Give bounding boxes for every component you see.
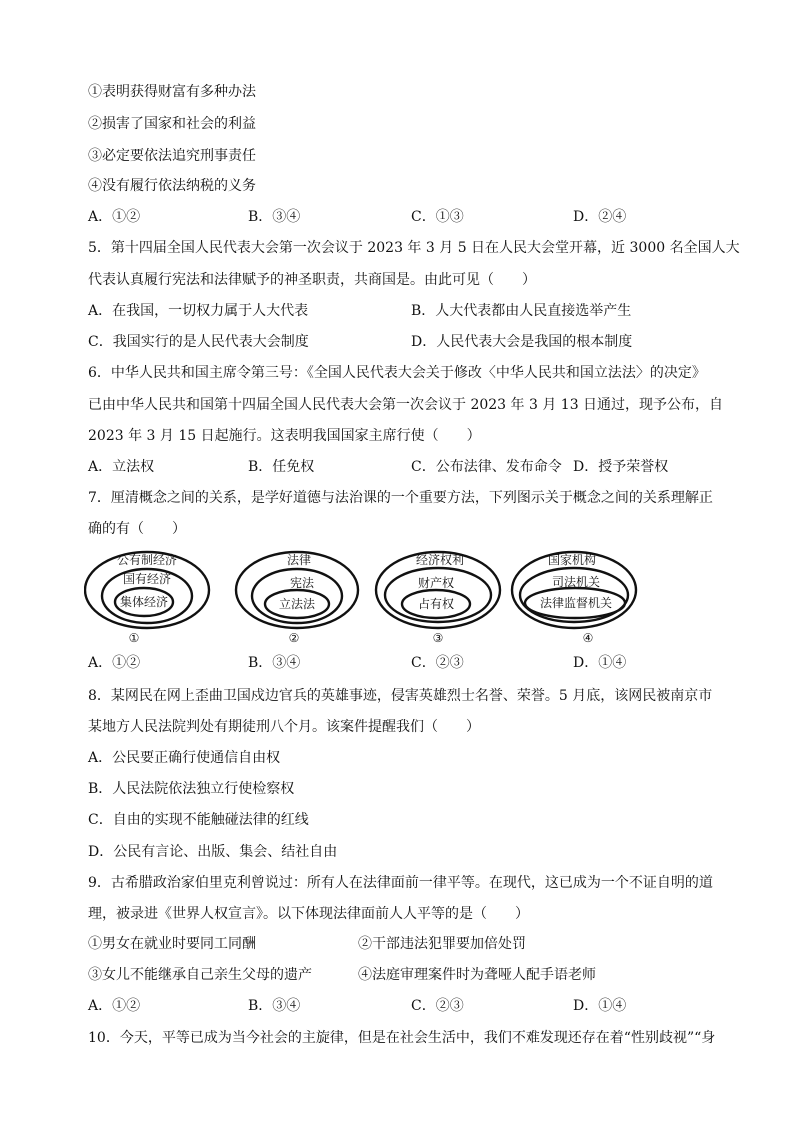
diagram-2-outer-label: 法律 bbox=[286, 553, 312, 567]
diagram-3 bbox=[376, 552, 500, 644]
q8-stem-line-2: 某地方人民法院判处有期徒刑八个月。该案件提醒我们（ ） bbox=[88, 719, 480, 735]
diagram-3-number: ③ bbox=[432, 631, 444, 644]
q8-option-a: A．公民要正确行使通信自由权 bbox=[88, 750, 281, 766]
q7-option-c: C．②③ bbox=[411, 655, 464, 671]
diagram-3-outer-label: 经济权利 bbox=[415, 553, 465, 567]
diagram-2-middle-label: 宪法 bbox=[289, 576, 315, 590]
q6-option-c: C．公布法律、发布命令 bbox=[411, 459, 562, 475]
q5-option-a: A．在我国，一切权力属于人大代表 bbox=[88, 303, 309, 319]
q8-option-c: C．自由的实现不能触碰法律的红线 bbox=[88, 812, 309, 828]
diagram-1 bbox=[85, 552, 209, 644]
diagram-4-outer-label: 国家机构 bbox=[547, 553, 597, 567]
q9-option-d: D．①④ bbox=[573, 998, 627, 1014]
q10-stem-line-1: 10．今天，平等已成为当今社会的主旋律，但是在社会生活中，我们不难发现还存在着“性别歧视”“身 bbox=[88, 1030, 716, 1046]
q7-stem-line-1: 7．厘清概念之间的关系，是学好道德与法治课的一个重要方法，下列图示关于概念之间的关系理解正 bbox=[88, 490, 713, 506]
q4-option-b: B．③④ bbox=[248, 209, 301, 225]
q7-option-d: D．①④ bbox=[573, 655, 627, 671]
diagram-4 bbox=[512, 552, 636, 644]
q9-option-a: A．①② bbox=[88, 998, 141, 1014]
q5-stem-line-2: 代表认真履行宪法和法律赋予的神圣职责，共商国是。由此可见（ ） bbox=[88, 272, 536, 288]
diagram-1-number: ① bbox=[128, 631, 140, 644]
q6-stem-line-3: 2023 年 3 月 15 日起施行。这表明我国国家主席行使（ ） bbox=[88, 428, 481, 444]
q9-option-c: C．②③ bbox=[411, 998, 464, 1014]
q9-option-b: B．③④ bbox=[248, 998, 301, 1014]
q4-statement-4: ④没有履行依法纳税的义务 bbox=[88, 178, 256, 194]
q9-stem-line-2: 理，被录进《世界人权宣言》。以下体现法律面前人人平等的是（ ） bbox=[88, 906, 529, 922]
q4-statement-2: ②损害了国家和社会的利益 bbox=[88, 116, 256, 132]
diagram-1-inner-label: 集体经济 bbox=[119, 595, 169, 609]
diagram-4-middle-label: 司法机关 bbox=[551, 575, 601, 589]
q9-statement-1: ①男女在就业时要同工同酬 bbox=[88, 936, 256, 952]
q8-stem-line-1: 8．某网民在网上歪曲卫国戍边官兵的英雄事迹，侵害英雄烈士名誉、荣誉。5 月底，该网民被南京市 bbox=[88, 688, 713, 704]
q4-option-d: D．②④ bbox=[573, 209, 627, 225]
diagram-2 bbox=[236, 552, 358, 644]
diagram-4-inner-label: 法律监督机关 bbox=[539, 596, 613, 610]
q5-stem-line-1: 5．第十四届全国人民代表大会第一次会议于 2023 年 3 月 5 日在人民大会堂开幕，近 3000 名全国人大 bbox=[88, 240, 740, 256]
diagram-4-number: ④ bbox=[582, 631, 594, 644]
diagram-2-inner-label: 立法法 bbox=[278, 597, 316, 611]
q4-option-a: A．①② bbox=[88, 209, 141, 225]
q9-stem-line-1: 9．古希腊政治家伯里克利曾说过：所有人在法律面前一律平等。在现代，这已成为一个不证自明的道 bbox=[88, 875, 713, 891]
q8-option-b: B．人民法院依法独立行使检察权 bbox=[88, 781, 295, 797]
q6-stem-line-1: 6．中华人民共和国主席令第三号：《全国人民代表大会关于修改〈中华人民共和国立法法〉的决定》 bbox=[88, 365, 706, 381]
q9-statement-2: ②干部违法犯罪要加倍处罚 bbox=[358, 936, 526, 952]
q9-statement-3: ③女儿不能继承自己亲生父母的遗产 bbox=[88, 967, 312, 983]
concept-diagrams bbox=[84, 548, 644, 644]
q6-option-d: D．授予荣誉权 bbox=[573, 459, 669, 475]
q8-option-d: D．公民有言论、出版、集会、结社自由 bbox=[88, 844, 338, 860]
q4-option-c: C．①③ bbox=[411, 209, 464, 225]
diagram-3-inner-label: 占有权 bbox=[417, 597, 455, 611]
q5-option-c: C．我国实行的是人民代表大会制度 bbox=[88, 334, 309, 350]
q7-option-a: A．①② bbox=[88, 655, 141, 671]
q9-statement-4: ④法庭审理案件时为聋哑人配手语老师 bbox=[358, 967, 596, 983]
q6-stem-line-2: 已由中华人民共和国第十四届全国人民代表大会第一次会议于 2023 年 3 月 13 日通过，现予公布，自 bbox=[88, 397, 724, 413]
q6-option-b: B．任免权 bbox=[248, 459, 315, 475]
q5-option-d: D．人民代表大会是我国的根本制度 bbox=[411, 334, 633, 350]
q7-option-b: B．③④ bbox=[248, 655, 301, 671]
diagram-1-outer-label: 公有制经济 bbox=[116, 553, 178, 567]
q5-option-b: B．人大代表都由人民直接选举产生 bbox=[411, 303, 632, 319]
q7-stem-line-2: 确的有（ ） bbox=[88, 521, 186, 537]
q6-option-a: A．立法权 bbox=[88, 459, 155, 475]
diagram-2-number: ② bbox=[288, 631, 300, 644]
q4-statement-3: ③必定要依法追究刑事责任 bbox=[88, 148, 256, 164]
q4-statement-1: ①表明获得财富有多种办法 bbox=[88, 84, 256, 100]
diagram-3-middle-label: 财产权 bbox=[417, 576, 455, 590]
diagram-1-middle-label: 国有经济 bbox=[122, 572, 172, 586]
